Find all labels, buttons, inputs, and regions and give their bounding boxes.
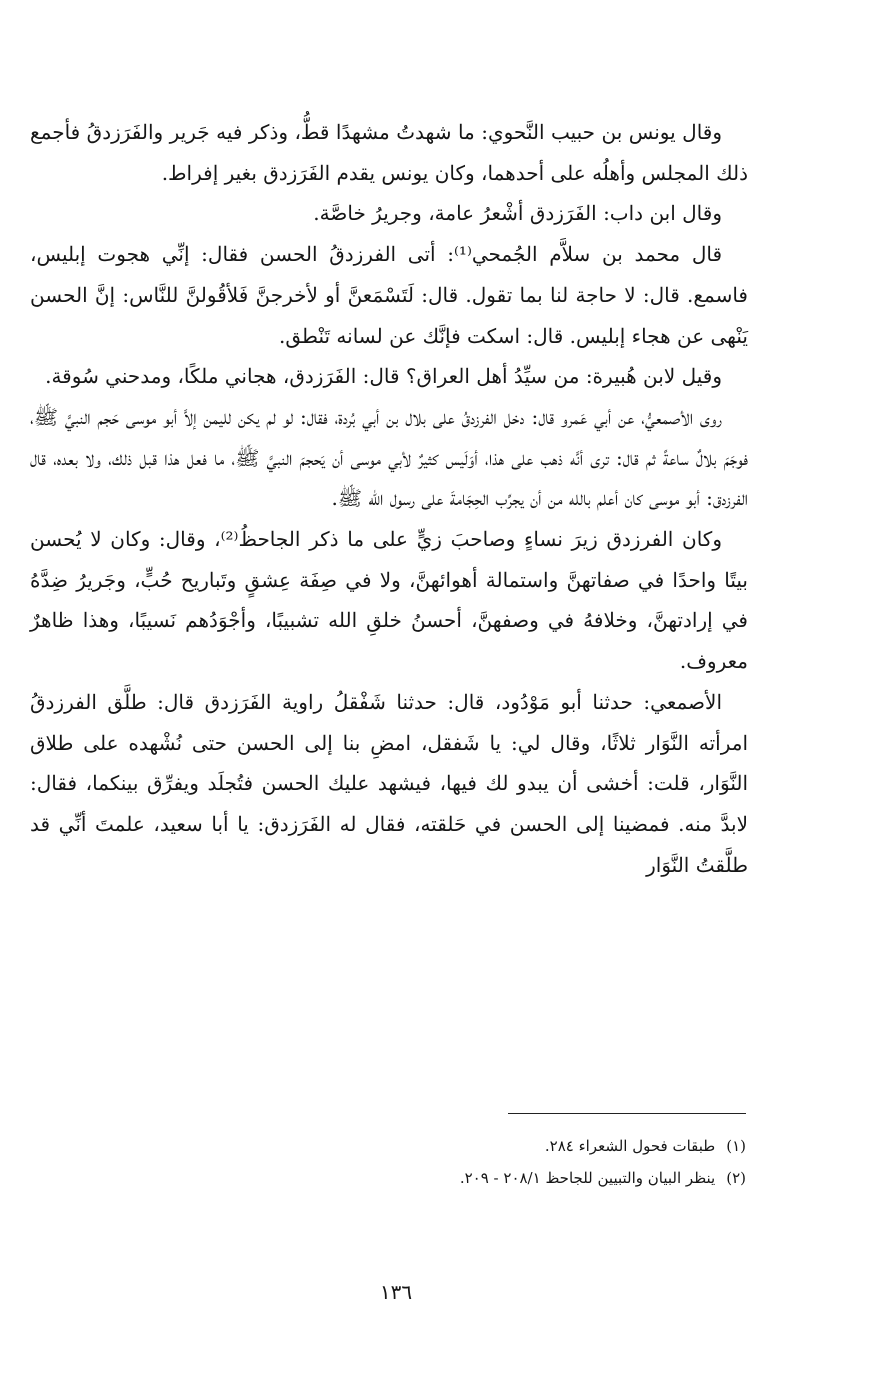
main-text (30, 112, 748, 885)
paragraph-jahiz: وكان الفرزدق زيرَ نساءٍ وصاحبَ زيٍّ على ما ذكر الجاحظُ⁽²⁾، وقال: وكان لا يُحسن بيتًا واحدًا في صفاتهنَّ واستمالة أهوائهنَّ، ولا في صِفَة عِشقٍ وتَباريح حُبٍّ، وجَريرُ ضِدَّهُ في إرادتهنَّ، وخلافهُ في وصفهنَّ، أحسنُ خلقِ الله تشبيبًا، وأجْوَدُهم نَسيبًا، وهذا ظاهرٌ معروف. (30, 527, 749, 674)
footnote-2 (300, 1162, 746, 1194)
footnote-divider (508, 1113, 746, 1114)
paragraph-asmai-bilal: روى الأصمعيُّ، عن أبي عَمرو قال: دخل الفرزدقُ على بلال بن أبي بُردة، فقال: لو لم يكن لليمن إلاَّ أبو موسى حَجم النبيَّ ﷺ، فوجَمَ بلالٌ ساعةً ثم قال: ترى أنَّه ذهب على هذا، أوَلَيس كثيرٌ لأبي موسى أن يَحجمَ النبيَّ ﷺ، ما فعل هذا قبل ذلك، ولا بعده، قال الفرزدق: أبو موسى كان أعلم بالله من أن يجرِّب الحِجَامةَ على رسول الله ﷺ. (30, 404, 748, 511)
paragraph-ibn-hubayra: وقيل لابن هُبيرة: من سيِّدُ أهل العراق؟ قال: الفَرَزدق، هجاني ملكًا، ومدحني سُوقة. (45, 364, 722, 389)
footnotes (300, 1130, 746, 1194)
footnote-number: (١) (726, 1137, 746, 1155)
paragraph-yunus: وقال يونس بن حبيب النَّحوي: ما شهدتُ مشهدًا قطُّ، وذكر فيه جَرير والفَرَزدقُ فأجمع ذلك المجلس وأهلُه على أحدهما، وكان يونس يقدم الفَرَزدق بغير إفراط. (30, 120, 748, 185)
footnote-1 (300, 1130, 746, 1162)
footnote-text: طبقات فحول الشعراء ٢٨٤. (544, 1137, 716, 1155)
paragraph-ibn-dab: وقال ابن داب: الفَرَزدق أشْعرُ عامة، وجريرُ خاصَّة. (313, 201, 722, 226)
page-number: ١٣٦ (379, 1280, 413, 1304)
footnote-number: (٢) (726, 1169, 746, 1187)
paragraph-jumahi: قال محمد بن سلاَّم الجُمحي⁽¹⁾: أتى الفرزدقُ الحسن فقال: إنِّي هجوت إبليس، فاسمع. قال: لا حاجة لنا بما تقول. قال: لَتَسْمَعنَّ أو لأخرجنَّ فَلأقُولنَّ للنَّاس: إنَّ الحسن يَنْهى عن هجاء إبليس. قال: اسكت فإنَّك عن لسانه تَنْطق. (30, 242, 748, 348)
paragraph-nawar: الأصمعي: حدثنا أبو مَوْدُود، قال: حدثنا شَفْقلُ راوية الفَرَزدق قال: طلَّق الفرزدقُ امرأته النَّوَار ثلاثًا، وقال لي: يا شَفقل، امضِ بنا إلى الحسن حتى نُشْهده على طلاق النَّوَار، قلت: أخشى أن يبدو لك فيها، فيشهد عليك الحسن فتُجلَد ويفرِّق بينكما، فقال: لابدَّ منه. فمضينا إلى الحسن في حَلقته، فقال له الفَرَزدق: يا أبا سعيد، علمتَ أنِّي قد طلَّقتُ النَّوَار (30, 689, 748, 877)
footnote-text: ينظر البيان والتبيين للجاحظ ٢٠٨/١ - ٢٠٩. (459, 1169, 716, 1187)
